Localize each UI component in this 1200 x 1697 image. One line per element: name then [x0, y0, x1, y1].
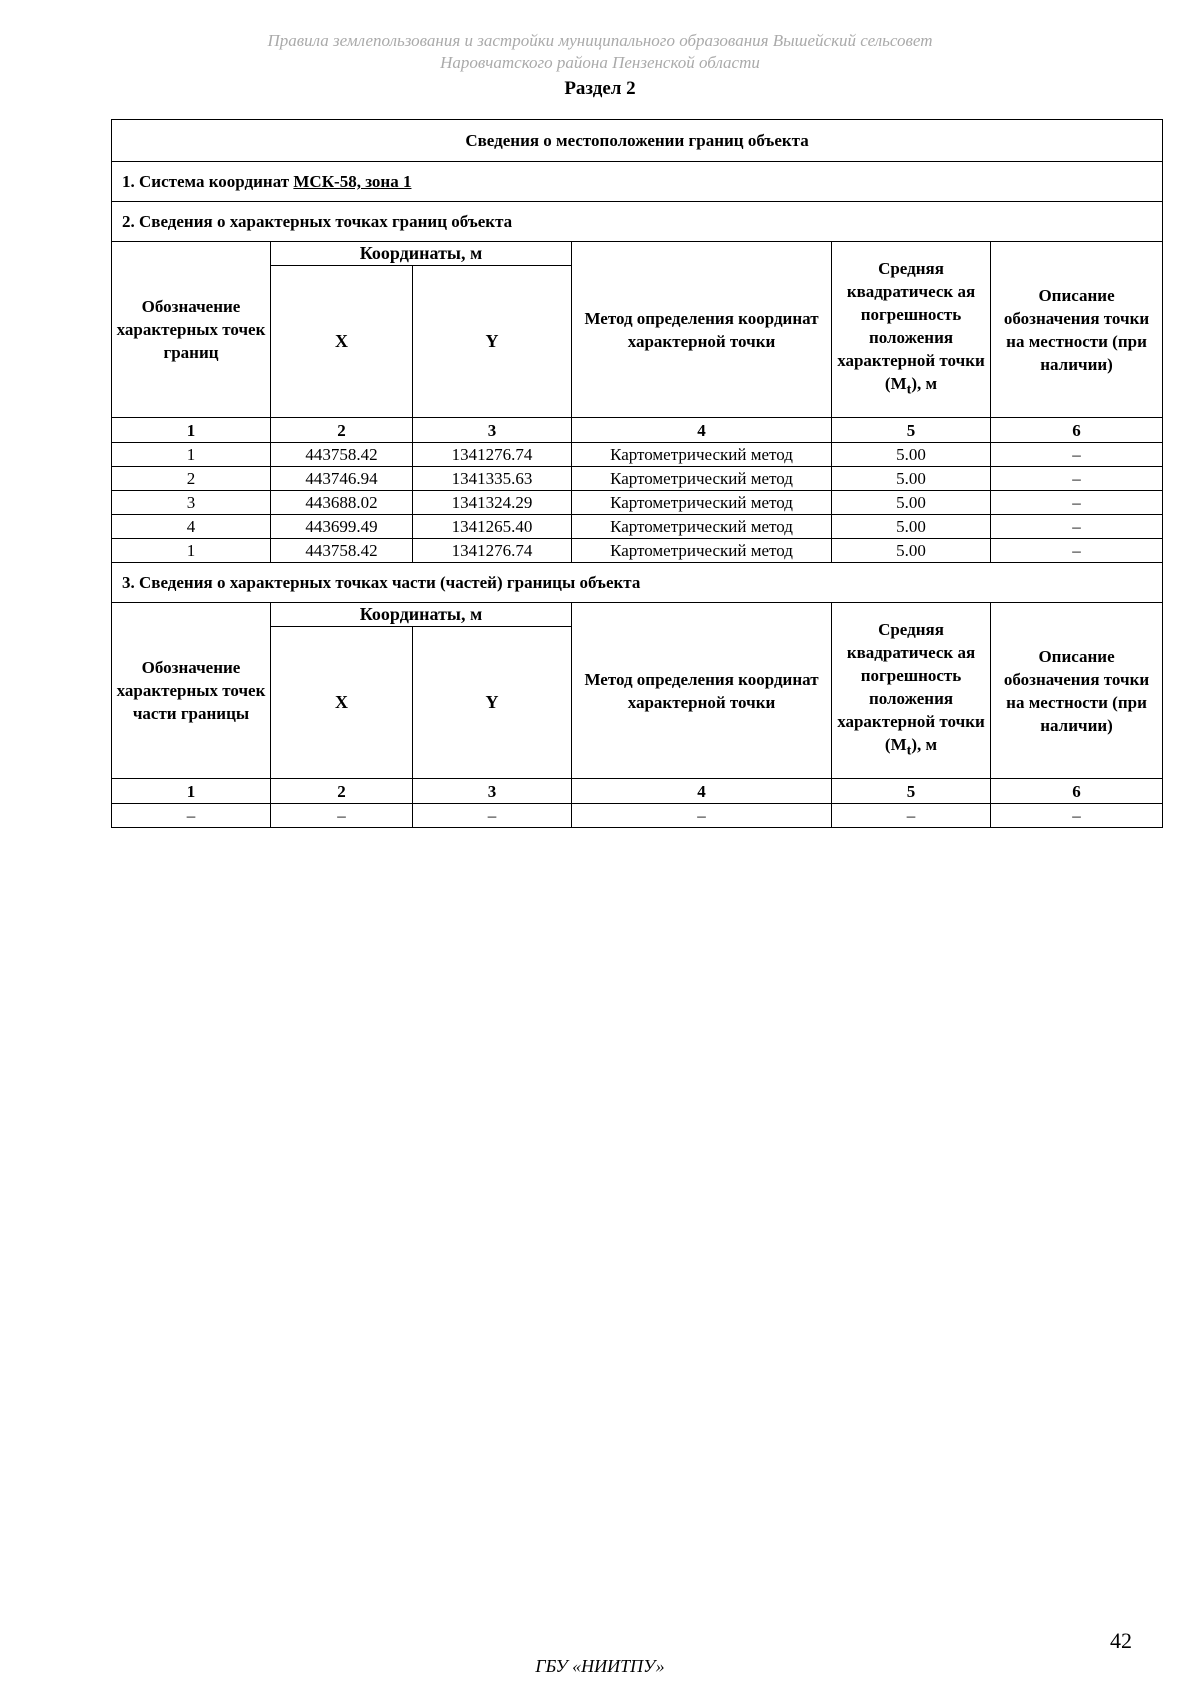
- col-number: 4: [572, 418, 832, 443]
- header-desc: Описание обозначения точки на местности (при наличии): [991, 603, 1163, 779]
- col-number: 5: [832, 418, 991, 443]
- cell-point: 1: [112, 443, 271, 467]
- col-number: 4: [572, 779, 832, 804]
- cell-error: 5.00: [832, 515, 991, 539]
- cell-y: –: [413, 804, 572, 828]
- cell-error: 5.00: [832, 467, 991, 491]
- header-error-text: Средняя квадратическ ая погрешность положения характерной точки (M: [837, 620, 985, 755]
- cell-method: –: [572, 804, 832, 828]
- page-number: 42: [1110, 1628, 1132, 1653]
- cell-method: Картометрический метод: [572, 491, 832, 515]
- col-number: 6: [991, 418, 1163, 443]
- table-row: [112, 539, 1163, 563]
- header-error-sub: t: [906, 381, 912, 398]
- cell-method: Картометрический метод: [572, 467, 832, 491]
- table-row: [112, 491, 1163, 515]
- col-number: 3: [413, 779, 572, 804]
- cell-method: Картометрический метод: [572, 539, 832, 563]
- column-numbers-row: [112, 779, 1163, 804]
- coord-system-row: [112, 162, 1163, 202]
- header-coords: Координаты, м: [271, 242, 572, 266]
- cell-x: 443746.94: [271, 467, 413, 491]
- header-desc: Описание обозначения точки на местности (при наличии): [991, 242, 1163, 418]
- col-number: 2: [271, 418, 413, 443]
- header-line-2: Наровчатского района Пензенской области: [440, 53, 760, 72]
- header-method: Метод определения координат характерной точки: [572, 603, 832, 779]
- header-error-text: Средняя квадратическ ая погрешность положения характерной точки (M: [837, 259, 985, 394]
- column-numbers-row: [112, 418, 1163, 443]
- header-coords: Координаты, м: [271, 603, 572, 627]
- cell-error: –: [832, 804, 991, 828]
- part2-title: 2. Сведения о характерных точках границ объекта: [112, 202, 1163, 242]
- col-number: 2: [271, 779, 413, 804]
- cell-x: 443758.42: [271, 443, 413, 467]
- cell-x: –: [271, 804, 413, 828]
- cell-point: 3: [112, 491, 271, 515]
- cell-error: 5.00: [832, 443, 991, 467]
- part3-title: 3. Сведения о характерных точках части (частей) границы объекта: [112, 563, 1163, 603]
- col-number: 1: [112, 418, 271, 443]
- document-header: [0, 30, 1200, 74]
- header-line-1: Правила землепользования и застройки муниципального образования Вышейский сельсовет: [267, 31, 933, 50]
- header-error-unit: ), м: [911, 735, 938, 755]
- cell-desc: –: [991, 804, 1163, 828]
- header-y: Y: [413, 627, 572, 779]
- header-points: Обозначение характерных точек границ: [112, 242, 271, 418]
- col-number: 5: [832, 779, 991, 804]
- table-row: [112, 467, 1163, 491]
- header-error: [832, 603, 991, 779]
- table-row: [112, 443, 1163, 467]
- cell-x: 443688.02: [271, 491, 413, 515]
- cell-point: 4: [112, 515, 271, 539]
- coord-system-value: МСК-58, зона 1: [293, 172, 412, 191]
- col-number: 6: [991, 779, 1163, 804]
- header-points-part: Обозначение характерных точек части границы: [112, 603, 271, 779]
- table-row: [112, 515, 1163, 539]
- cell-x: 443699.49: [271, 515, 413, 539]
- cell-x: 443758.42: [271, 539, 413, 563]
- col-number: 3: [413, 418, 572, 443]
- cell-error: 5.00: [832, 491, 991, 515]
- cell-point: 2: [112, 467, 271, 491]
- cell-error: 5.00: [832, 539, 991, 563]
- header-x: X: [271, 266, 413, 418]
- cell-desc: –: [991, 539, 1163, 563]
- cell-y: 1341324.29: [413, 491, 572, 515]
- footer-organization: ГБУ «НИИТПУ»: [535, 1656, 665, 1676]
- cell-y: 1341276.74: [413, 443, 572, 467]
- cell-method: Картометрический метод: [572, 443, 832, 467]
- section-title: Раздел 2: [564, 78, 636, 99]
- header-error-sub: t: [906, 742, 912, 759]
- header-x: X: [271, 627, 413, 779]
- cell-desc: –: [991, 491, 1163, 515]
- cell-method: Картометрический метод: [572, 515, 832, 539]
- cell-point: 1: [112, 539, 271, 563]
- coord-system-label: 1. Система координат: [122, 172, 290, 191]
- table-title: Сведения о местоположении границ объекта: [112, 120, 1163, 162]
- cell-point: –: [112, 804, 271, 828]
- cell-y: 1341335.63: [413, 467, 572, 491]
- header-error-unit: ), м: [911, 374, 938, 394]
- cell-desc: –: [991, 443, 1163, 467]
- cell-desc: –: [991, 467, 1163, 491]
- cell-y: 1341276.74: [413, 539, 572, 563]
- table-row: [112, 804, 1163, 828]
- boundary-table: [111, 119, 1163, 828]
- cell-y: 1341265.40: [413, 515, 572, 539]
- header-method: Метод определения координат характерной точки: [572, 242, 832, 418]
- col-number: 1: [112, 779, 271, 804]
- cell-desc: –: [991, 515, 1163, 539]
- header-y: Y: [413, 266, 572, 418]
- header-error: [832, 242, 991, 418]
